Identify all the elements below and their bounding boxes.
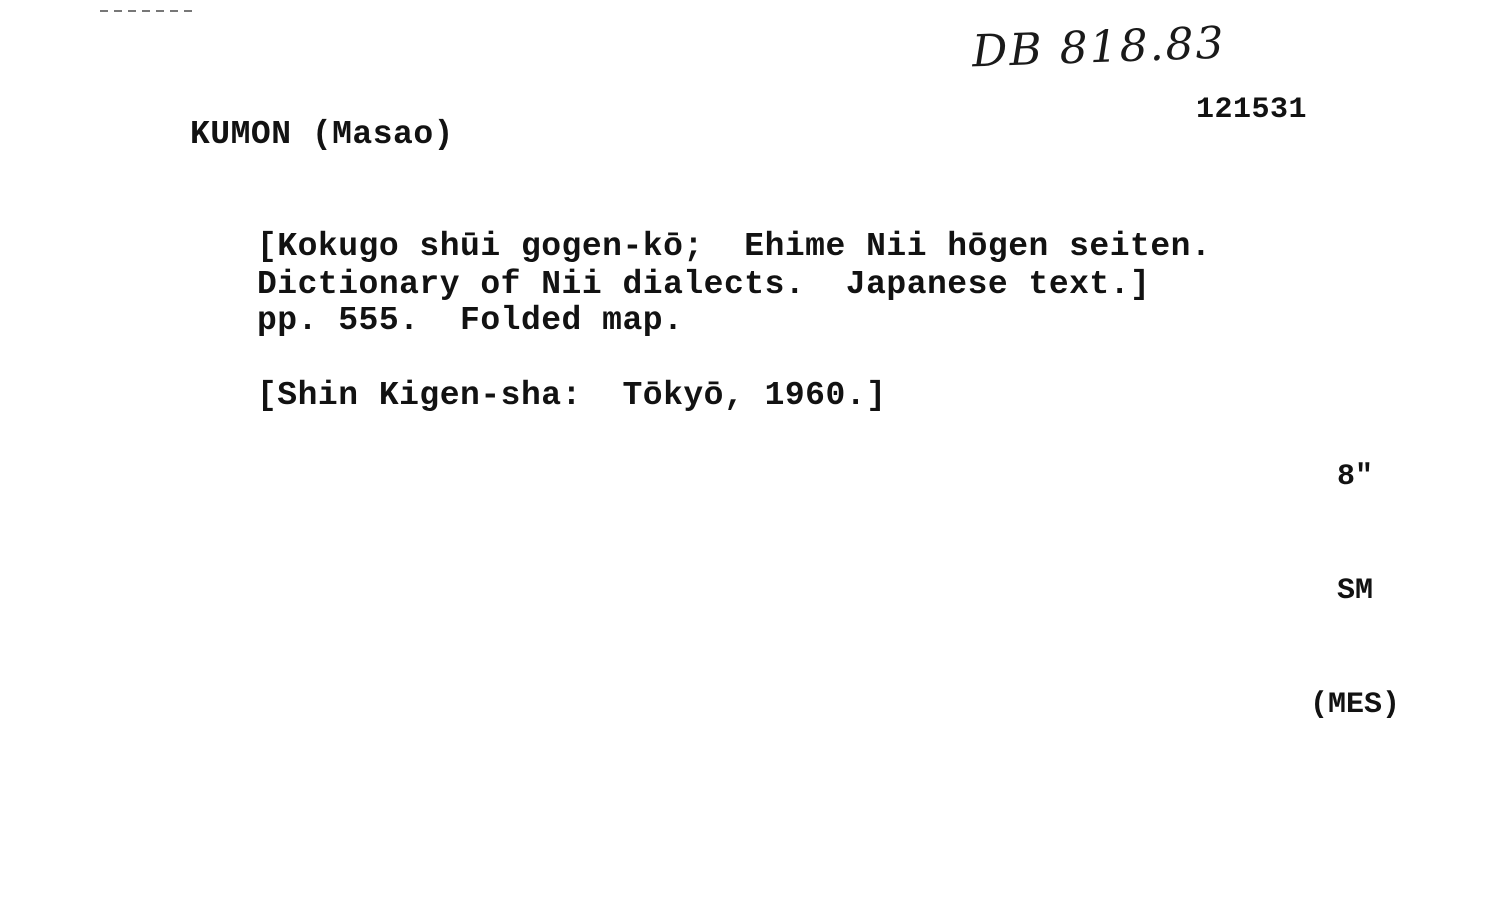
shelfmark: DB 818.83 bbox=[971, 17, 1227, 78]
imprint: [Shin Kigen-sha: Tōkyō, 1960.] bbox=[257, 377, 887, 414]
accession-number: 121531 bbox=[1196, 93, 1308, 127]
size-note: 8" bbox=[1336, 460, 1373, 494]
title-line-3: pp. 555. Folded map. bbox=[257, 302, 684, 339]
corner-mark bbox=[100, 10, 192, 12]
author-heading: KUMON (Masao) bbox=[190, 116, 454, 153]
location-code: SM bbox=[1336, 574, 1373, 608]
copy-code: (MES) bbox=[1309, 688, 1400, 722]
title-line-2: Dictionary of Nii dialects. Japanese text.] bbox=[257, 266, 1151, 303]
title-line-1: [Kokugo shūi gogen-kō; Ehime Nii hōgen seiten. bbox=[257, 228, 1212, 265]
